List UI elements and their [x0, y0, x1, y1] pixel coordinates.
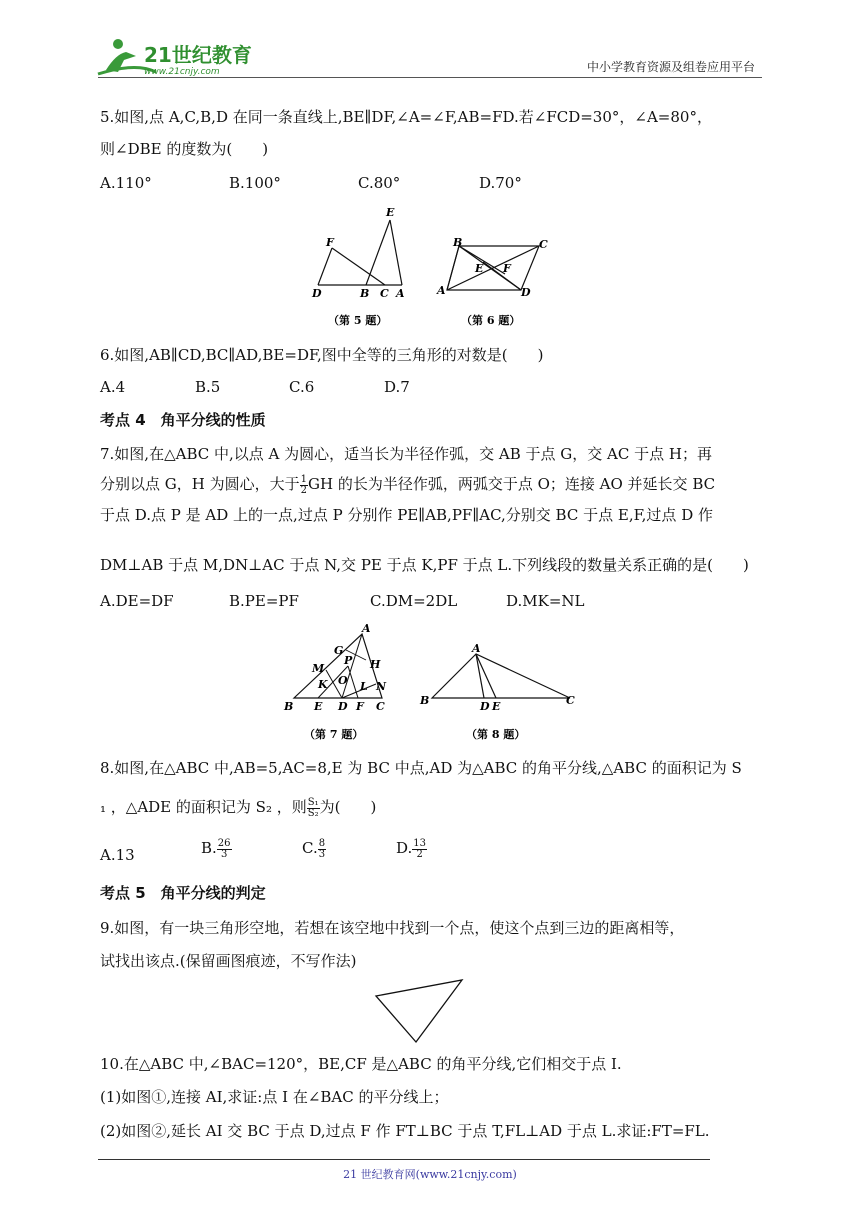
fig7-label-h: H	[370, 658, 381, 671]
q8-option-d	[396, 838, 427, 860]
q7-line3: 于点 D.点 P 是 AD 上的一点,过点 P 分别作 PE∥AB,PF∥AC,分别交 BC 于点 E,F,过点 D 作	[100, 506, 713, 524]
fig7-label-f: F	[356, 700, 364, 713]
q8-option-d-prefix: D.	[396, 839, 413, 857]
q8-fraction	[307, 798, 320, 819]
q5-option-c: C.80°	[358, 174, 401, 192]
q8-option-d-fraction	[412, 839, 427, 860]
q10-line2: (1)如图①,连接 AI,求证:点 I 在∠BAC 的平分线上；	[100, 1088, 449, 1106]
fig8-label-b: B	[420, 694, 430, 707]
fig7-label-b: B	[284, 700, 294, 713]
q8-option-c-prefix: C.	[302, 839, 318, 857]
q8-option-d-num: 13	[413, 837, 426, 849]
header-divider	[98, 77, 762, 78]
fig7-label-o: O	[338, 674, 348, 687]
header-platform-text: 中小学教育资源及组卷应用平台	[586, 60, 755, 74]
fig7-label-a: A	[362, 622, 371, 635]
q8-option-b-den: 3	[220, 848, 228, 860]
q8-option-a: A.13	[100, 846, 135, 864]
q5-option-b: B.100°	[229, 174, 281, 192]
q8-option-d-den: 2	[416, 848, 423, 860]
q8-option-c-den: 3	[318, 848, 326, 860]
q8-line1: 8.如图,在△ABC 中,AB=5,AC=8,E 为 BC 中点,AD 为△ABC 的角平分线,△ABC 的面积记为 S	[100, 759, 742, 777]
fig5-label-a: A	[396, 287, 405, 300]
q5-line2: 则∠DBE 的度数为( )	[100, 140, 269, 158]
fig5-label-d: D	[312, 287, 322, 300]
fig7-label-n: N	[376, 680, 387, 693]
fig7-label-k: K	[318, 678, 328, 691]
q6-line1: 6.如图,AB∥CD,BC∥AD,BE=DF,图中全等的三角形的对数是( )	[100, 346, 544, 364]
section-5-heading: 考点 5 角平分线的判定	[100, 884, 266, 902]
q9-line1: 9.如图，有一块三角形空地，若想在该空地中找到一个点，使这个点到三边的距离相等，	[100, 919, 685, 937]
q8-line2	[100, 797, 376, 819]
footer-text: 21 世纪教育网(www.21cnjy.com)	[343, 1168, 517, 1181]
q9-line2: 试找出该点.(保留画图痕迹，不写作法)	[100, 952, 357, 970]
q8-frac-den: S₂	[307, 807, 319, 819]
fig7-label-m: M	[312, 662, 325, 675]
q8-option-c-num: 8	[318, 837, 326, 849]
q8-option-b-num: 26	[217, 837, 231, 849]
q8-option-b-prefix: B.	[201, 839, 217, 857]
q6-option-a: A.4	[100, 378, 126, 396]
q5-line1: 5.如图,点 A,C,B,D 在同一条直线上,BE∥DF,∠A=∠F,AB=FD.若∠FCD=30°，∠A=80°，	[100, 108, 712, 126]
q7-line1: 7.如图,在△ABC 中,以点 A 为圆心，适当长为半径作弧，交 AB 于点 G，交 AC 于点 H；再	[100, 445, 712, 463]
q6-option-c: C.6	[289, 378, 315, 396]
figure-8	[418, 640, 588, 750]
q7-line2-part-b: GH 的长为半径作弧，两弧交于点 O；连接 AO 并延长交 BC	[307, 475, 716, 493]
q7-option-b: B.PE=PF	[229, 592, 299, 610]
q6-option-b: B.5	[195, 378, 221, 396]
q10-line1: 10.在△ABC 中,∠BAC=120°，BE,CF 是△ABC 的角平分线,它们相交于点 I.	[100, 1055, 622, 1073]
q7-line2-part-a: 分别以点 G，H 为圆心，大于	[100, 475, 300, 493]
q7-fraction	[300, 475, 308, 496]
fig6-label-f: F	[503, 262, 511, 275]
fig6-label-d: D	[521, 286, 531, 299]
q8-option-b-fraction	[217, 839, 232, 860]
q7-frac-num: 1	[300, 473, 307, 485]
q8-option-b	[201, 838, 232, 860]
footer-divider	[98, 1159, 710, 1160]
fig7-label-c: C	[376, 700, 385, 713]
fig8-label-c: C	[566, 694, 575, 707]
q7-line2	[100, 474, 715, 496]
fig7-label-d: D	[338, 700, 348, 713]
fig6-label-b: B	[453, 236, 463, 249]
fig8-caption: （第 8 题）	[466, 728, 526, 741]
logo-url: www.21cnjy.com	[144, 67, 220, 77]
fig7-label-p: P	[344, 654, 353, 667]
q8-frac-num: S₁	[307, 796, 319, 808]
figure-5	[300, 200, 420, 336]
fig6-caption: （第 6 题）	[461, 314, 521, 327]
fig5-label-c: C	[380, 287, 389, 300]
q8-line2-part-a: ₁ ，△ADE 的面积记为 S₂ ，则	[100, 798, 307, 816]
fig5-label-f: F	[326, 236, 334, 249]
fig5-caption: （第 5 题）	[328, 314, 388, 327]
logo-text: 21世纪教育	[144, 43, 252, 67]
fig8-label-a: A	[472, 642, 481, 655]
fig8-label-d: D	[480, 700, 490, 713]
fig7-label-g: G	[334, 644, 344, 657]
q8-line2-part-b: 为( )	[319, 798, 377, 816]
q8-option-c-fraction	[318, 839, 326, 860]
q7-option-c: C.DM=2DL	[370, 592, 458, 610]
q7-option-d: D.MK=NL	[506, 592, 585, 610]
q6-option-d: D.7	[384, 378, 410, 396]
section-4-heading: 考点 4 角平分线的性质	[100, 411, 266, 429]
fig7-label-l: L	[360, 680, 368, 693]
q7-line4: DM⊥AB 于点 M,DN⊥AC 于点 N,交 PE 于点 K,PF 于点 L.下列线段的数量关系正确的是( )	[100, 556, 749, 574]
fig5-label-b: B	[360, 287, 370, 300]
figure-9-triangle	[372, 976, 468, 1050]
q5-option-a: A.110°	[100, 174, 152, 192]
fig8-label-e: E	[492, 700, 501, 713]
fig6-label-e: E	[475, 262, 484, 275]
q8-option-c	[302, 838, 326, 860]
figure-7	[280, 622, 410, 750]
q7-option-a: A.DE=DF	[100, 592, 174, 610]
figure-6	[433, 232, 553, 336]
site-logo	[96, 34, 256, 78]
q7-frac-den: 2	[300, 484, 307, 496]
fig7-label-e: E	[314, 700, 323, 713]
q5-option-d: D.70°	[479, 174, 522, 192]
fig5-label-e: E	[386, 206, 395, 219]
q10-line3: (2)如图②,延长 AI 交 BC 于点 D,过点 F 作 FT⊥BC 于点 T,FL⊥AD 于点 L.求证:FT=FL.	[100, 1122, 710, 1140]
fig7-caption: （第 7 题）	[304, 728, 364, 741]
fig6-label-c: C	[539, 238, 548, 251]
fig6-label-a: A	[437, 284, 446, 297]
